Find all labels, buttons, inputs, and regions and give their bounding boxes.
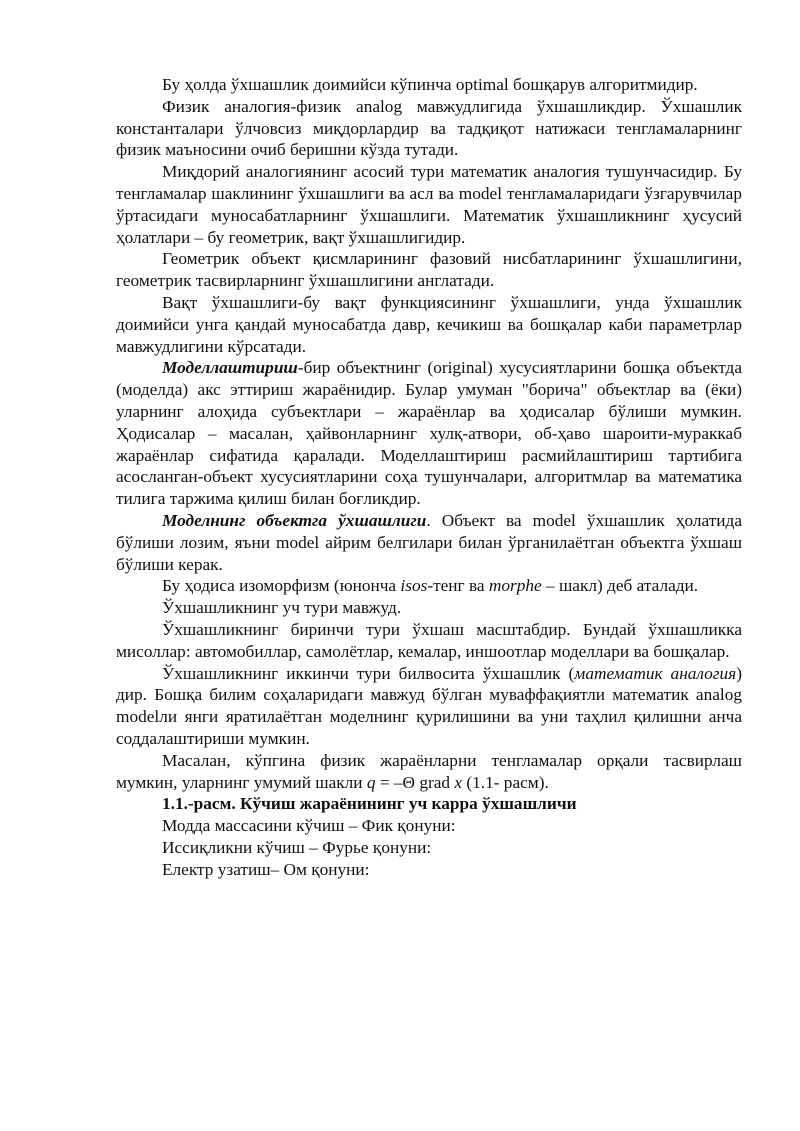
paragraph-10: Ўхшашликнинг биринчи тури ўхшаш масштабдир. Бундай ўхшашликка мисоллар: автомобиллар, самолётлар, кемалар, иншоотлар моделлари ва бошқалар.: [116, 619, 742, 661]
paragraph-12-text-a: Масалан, кўпгина физик жараёнларни тенгламалар орқали тасвирлаш мумкин, уларнинг умумий шакли: [116, 750, 742, 792]
paragraph-12-text-c: (1.1- расм).: [462, 772, 549, 792]
term-modelling: Моделлаштириш: [162, 358, 298, 378]
law-fick: Модда массасини кўчиш – Фик қонуни:: [162, 816, 456, 836]
paragraph-9: Ўхшашликнинг уч тури мавжуд.: [162, 598, 402, 618]
paragraph-11-text-a: Ўхшашликнинг иккинчи тури билвосита ўхшашлик (: [162, 663, 575, 683]
paragraph-5: Вақт ўхшашлиги-бу вақт функциясининг ўхшашлиги, унда ўхшашлик доимийси унга қандай муносабатда давр, кечикиш ва бошқалар каби параметрлар мавжудлигини кўрсатади.: [116, 292, 742, 356]
paragraph-8-text-b: -тенг ва: [427, 576, 489, 596]
term-model-similarity: Моделнинг объектга ўхшашлиги: [162, 510, 427, 530]
paragraph-3: Миқдорий аналогиянинг асосий тури математик аналогия тушунчасидир. Бу тенгламалар шаклининг ўхшашлиги ва асл ва model тенгламаларидаги ўзгарувчилар ўртасидаги муносабатларнинг ўхшашлиги. Математик ўхшашликнинг ҳусусий ҳолатлари – бу геометрик, вақт ўхшашлигидир.: [116, 162, 742, 247]
term-morphe: morphe: [488, 576, 542, 596]
paragraph-8: [116, 575, 742, 597]
figure-caption: 1.1.-расм. Кўчиш жараёнининг уч карра ўхшашличи: [162, 794, 577, 814]
paragraph-11: [116, 663, 742, 750]
paragraph-1: Бу ҳолда ўхшашлик доимийси кўпинча optimal бошқарув алгоритмидир.: [162, 75, 698, 94]
paragraph-6: [116, 357, 742, 510]
term-math-analogy: математик аналогия: [574, 663, 737, 683]
paragraph-6-text: -бир объектнинг (original) хусусиятларини бошқа объектда (моделда) акс эттириш жараёнидир. Булар умуман "борича" объектлар ва (ёки) уларнинг алоҳида субъектлари – жараёнлар ва ҳодисалар бўлиши мумкин. Ҳодисалар – масалан, ҳайвонларнинг хулқ-атвори, об-ҳаво шароити-мураккаб жараёнлар сифатида қаралади. Моделлаштириш расмийлаштириш тартибига асосланган-объект хусусиятларини соҳа тушунчалари, алгоритмлар ва математика тилига таржима қилиш билан боғликдир.: [116, 358, 742, 509]
paragraph-12: [116, 750, 742, 794]
paragraph-7-text: . Объект ва model ўхшашлик ҳолатида бўлиши лозим, яъни model айрим белгилари билан ўрганилаётган объектга ўхшаш бўлиши керак.: [116, 510, 742, 574]
paragraph-8-text-c: – шакл) деб аталади.: [541, 576, 699, 596]
paragraph-4: Геометрик объект қисмларининг фазовий нисбатларининг ўхшашлигини, геометрик тасвирларнинг ўхшашлигини англатади.: [116, 249, 742, 291]
law-ohm: Електр узатиш– Ом қонуни:: [162, 859, 370, 879]
var-x: x: [454, 772, 463, 792]
paragraph-12-text-b: = –Θ grad: [375, 772, 455, 792]
paragraph-7: [116, 510, 742, 575]
document-page: [116, 74, 742, 880]
term-isos: isos: [400, 576, 428, 596]
law-fourier: Иссиқликни кўчиш – Фурье қонуни:: [162, 837, 432, 857]
paragraph-8-text-a: Бу ҳодиса изоморфизм (юнонча: [162, 576, 401, 596]
paragraph-2: Физик аналогия-физик analog мавжудлигида ўхшашликдир. Ўхшашлик константалари ўлчовсиз миқдорлардир ва тадқиқот натижаси тенгламаларнинг физик маъносини очиб беришни кўзда тутади.: [116, 96, 742, 160]
var-q: q: [366, 772, 376, 792]
paragraph-11-text-b: ) дир. Бошқа билим соҳаларидаги мавжуд бўлган муваффақиятли математик analog modelли янги яратилаётган моделнинг қурилишини ва уни таҳлил қилишни анча соддалаштириши мумкин.: [116, 663, 742, 748]
